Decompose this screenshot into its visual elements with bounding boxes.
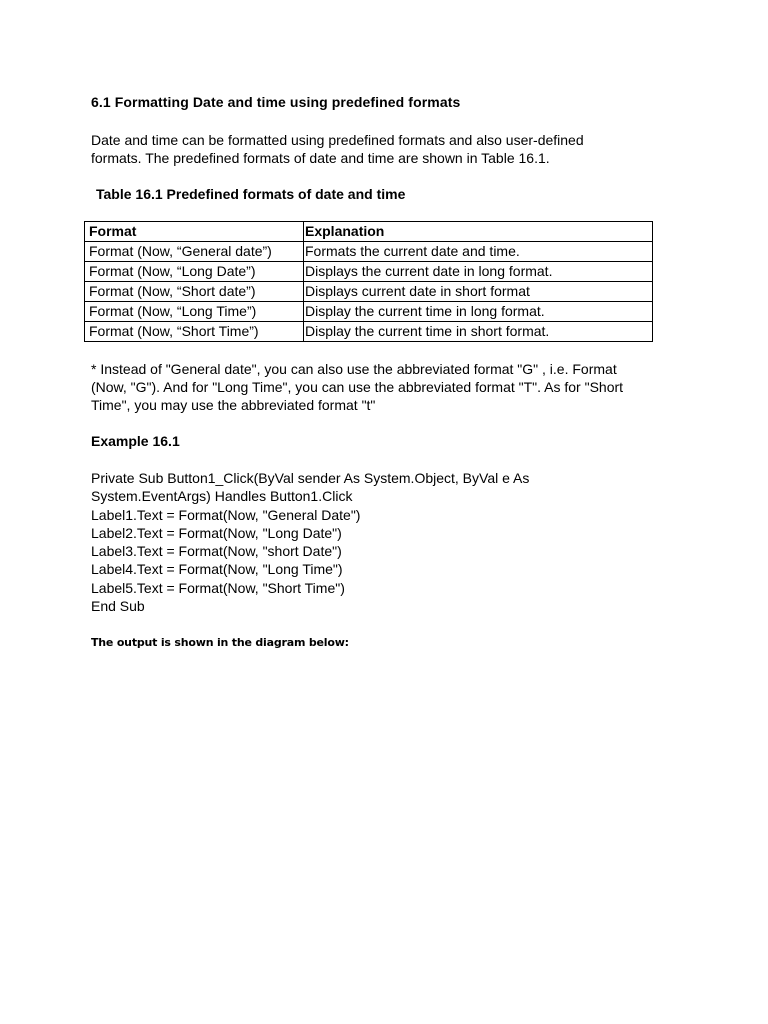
table-cell-format: Format (Now, “Long Time”) <box>85 302 304 322</box>
table-cell-explanation: Formats the current date and time. <box>304 242 653 262</box>
table-row <box>85 302 653 322</box>
table-cell-format: Format (Now, “Long Date”) <box>85 262 304 282</box>
abbreviation-note <box>91 360 681 414</box>
table-cell-format: Format (Now, “Short date”) <box>85 282 304 302</box>
table-cell-explanation: Displays the current date in long format. <box>304 262 653 282</box>
code-line: Label2.Text = Format(Now, "Long Date") <box>91 524 342 541</box>
table-row <box>85 262 653 282</box>
code-line: Label1.Text = Format(Now, "General Date") <box>91 506 361 523</box>
table-cell-format: Format (Now, “General date”) <box>85 242 304 262</box>
code-line: Private Sub Button1_Click(ByVal sender As System.Object, ByVal e As <box>91 470 530 486</box>
table-cell-explanation: Display the current time in long format. <box>304 302 653 322</box>
column-header-format: Format <box>85 222 304 242</box>
table-cell-format: Format (Now, “Short Time”) <box>85 322 304 342</box>
intro-line: formats. The predefined formats of date and time are shown in Table 16.1. <box>91 150 550 166</box>
table-row <box>85 282 653 302</box>
note-line: * Instead of "General date", you can also use the abbreviated format "G" , i.e. Format <box>91 361 617 377</box>
code-line: Label3.Text = Format(Now, "short Date") <box>91 543 342 560</box>
table-cell-explanation: Display the current time in short format. <box>304 322 653 342</box>
table-row <box>85 242 653 262</box>
table-header-row <box>85 222 653 242</box>
table-caption: Table 16.1 Predefined formats of date and time <box>96 186 406 202</box>
code-line: System.EventArgs) Handles Button1.Click <box>91 488 353 505</box>
intro-paragraph <box>91 131 671 167</box>
column-header-explanation: Explanation <box>304 222 653 242</box>
example-title: Example 16.1 <box>91 433 180 449</box>
section-heading: 6.1 Formatting Date and time using predefined formats <box>91 94 461 110</box>
code-line: Label5.Text = Format(Now, "Short Time") <box>91 579 345 596</box>
note-line: (Now, "G"). And for "Long Time", you can use the abbreviated format "T". As for "Short <box>91 379 624 395</box>
table-row <box>85 322 653 342</box>
intro-line: Date and time can be formatted using predefined formats and also user-defined <box>91 132 584 148</box>
code-line: End Sub <box>91 598 145 615</box>
formats-table <box>84 221 653 342</box>
code-line: Label4.Text = Format(Now, "Long Time") <box>91 561 343 578</box>
output-caption: The output is shown in the diagram below: <box>91 636 349 649</box>
note-line: Time", you may use the abbreviated format "t" <box>91 397 376 413</box>
table-cell-explanation: Displays current date in short format <box>304 282 653 302</box>
code-listing <box>91 469 611 615</box>
